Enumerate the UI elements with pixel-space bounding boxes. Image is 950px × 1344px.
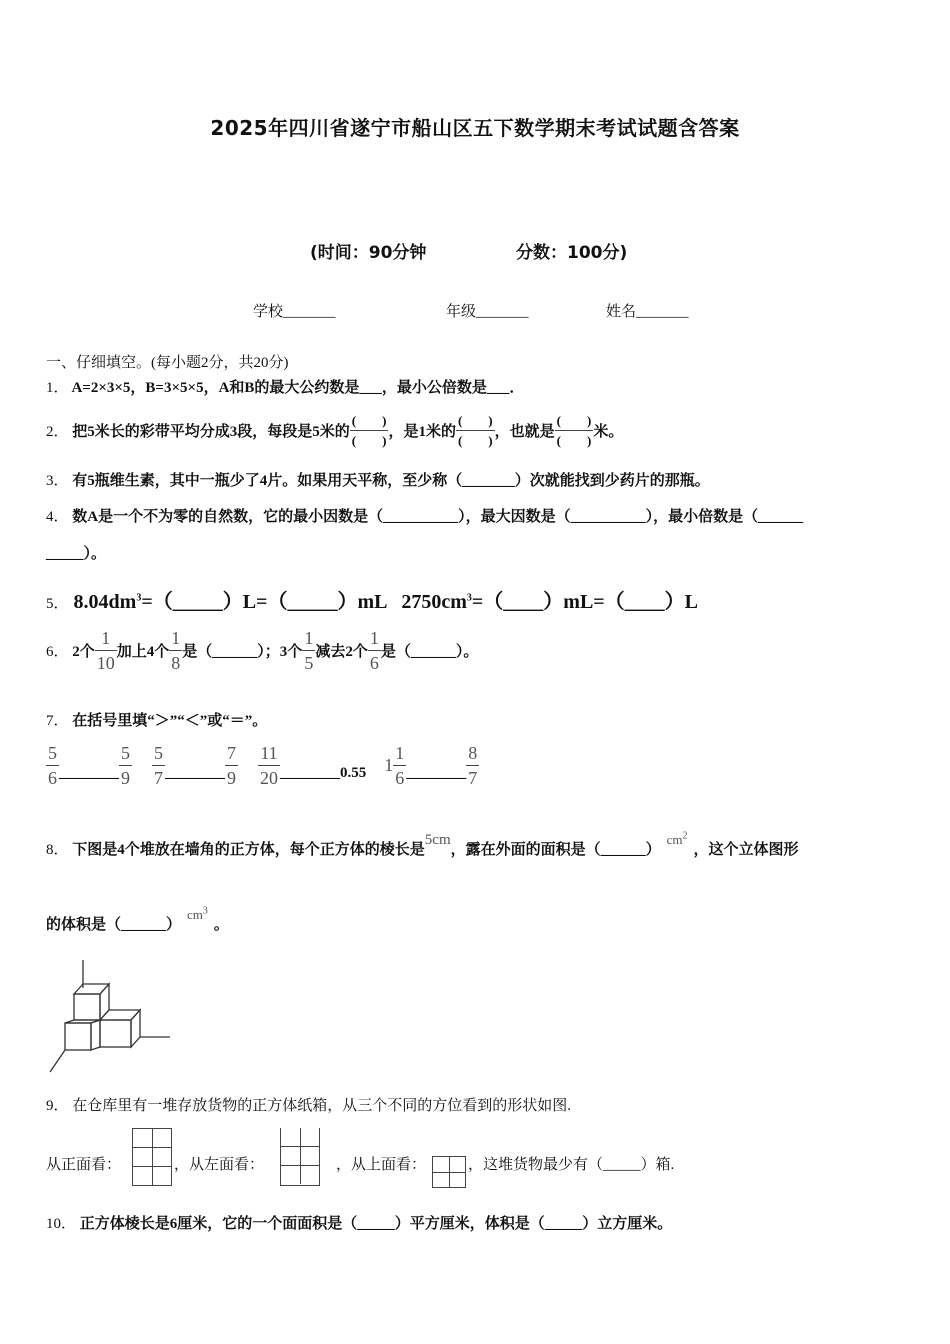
- top-view-figure: [432, 1156, 466, 1188]
- question-8-continued: [46, 905, 229, 934]
- question-text: ，这个立体图形: [693, 842, 799, 858]
- fraction: $\frac{1}{5}$: [304, 627, 314, 673]
- left-view-label: ，从左面看：: [174, 1157, 265, 1173]
- question-text: 有5瓶维生素，其中一瓶少了4片。如果用天平称，至少称（_______）次就能找到少药片的那瓶。: [72, 473, 710, 489]
- question-3: [46, 469, 710, 490]
- fraction: $\frac{7}{9}$: [227, 742, 236, 788]
- question-number: 1．: [46, 380, 69, 396]
- question-text: 8.04dm: [73, 591, 137, 613]
- question-number: 4．: [46, 509, 69, 525]
- question-number: 10．: [46, 1216, 77, 1232]
- whole-number: 1: [384, 754, 394, 775]
- question-number: 6．: [46, 643, 69, 660]
- total-score: 分数：100分): [516, 243, 628, 263]
- question-text: 米。: [593, 423, 624, 440]
- top-view-label: ，从上面看：: [336, 1157, 427, 1173]
- question-text: 在括号里填“＞”“＜”或“＝”。: [72, 713, 268, 729]
- front-view-label: 从正面看：: [46, 1157, 122, 1173]
- unit-label: $cm^3$: [187, 905, 208, 922]
- fraction: $\frac{1}{6}$: [369, 627, 379, 673]
- superscript: 3: [466, 592, 472, 604]
- question-text: A=2×3×5，B=3×5×5，A和B的最大公约数是___，最小公倍数是___．: [71, 380, 525, 396]
- grade-field: 年级_______: [446, 304, 529, 320]
- fraction: $\frac{5}{6}$: [48, 742, 57, 788]
- question-9-ask: ，这堆货物最少有（_____）箱.: [468, 1157, 675, 1173]
- question-text: 加上4个: [116, 643, 170, 660]
- answer-blank[interactable]: ________: [59, 765, 119, 781]
- question-number: 8．: [46, 842, 69, 858]
- question-2: [46, 405, 623, 455]
- question-text: 是（______）。: [380, 643, 479, 660]
- decimal-value: 0.55: [340, 765, 367, 781]
- question-text: 在仓库里有一堆存放货物的正方体纸箱，从三个不同的方位看到的形状如图.: [72, 1098, 572, 1114]
- question-text: 。: [213, 917, 229, 933]
- unit-label: $cm^2$: [666, 830, 688, 847]
- answer-blank[interactable]: ________: [280, 765, 340, 781]
- question-8: [46, 830, 799, 859]
- school-field: 学校_______: [253, 304, 336, 320]
- question-5: [46, 585, 698, 614]
- question-number: 9．: [46, 1098, 69, 1114]
- answer-blank[interactable]: ________: [406, 765, 467, 781]
- fraction: $\frac{5}{7}$: [154, 742, 163, 788]
- page-title: 2025年四川省遂宁市船山区五下数学期末考试试题含答案: [210, 116, 740, 140]
- fraction: $\frac{1}{6}$: [395, 742, 405, 788]
- question-9: [46, 1094, 571, 1115]
- question-text: =（_____）L=（_____）mL 2750cm: [141, 591, 467, 613]
- question-text: ，是1米的: [388, 423, 456, 440]
- question-text: =（____）mL=（____）L: [471, 591, 699, 613]
- question-text: 是（______）；3个: [182, 643, 303, 660]
- blank-fraction: $\frac{( )}{( )}$: [556, 412, 592, 448]
- question-number: 3．: [46, 473, 69, 489]
- question-text: 下图是4个堆放在墙角的正方体，每个正方体的棱长是: [72, 842, 425, 858]
- fraction: $\frac{5}{9}$: [121, 742, 130, 788]
- question-number: 5．: [46, 596, 69, 612]
- section-heading: 一、仔细填空。(每小题2分，共20分): [46, 355, 289, 371]
- blank-fraction: $\frac{( )}{( )}$: [351, 412, 387, 448]
- time-limit: (时间：90分钟: [310, 243, 427, 263]
- question-number: 2．: [46, 423, 69, 440]
- superscript: 3: [136, 592, 142, 604]
- answer-blank[interactable]: ________: [165, 765, 225, 781]
- unit-label: 5cm: [424, 832, 451, 848]
- question-text: ，露在外面的面积是（______）: [450, 842, 661, 858]
- question-text: ，也就是: [494, 423, 555, 440]
- question-10: [46, 1212, 672, 1233]
- question-4-continued: _____）。: [46, 546, 107, 562]
- question-number: 7．: [46, 713, 69, 729]
- question-text: 减去2个: [315, 643, 368, 660]
- fraction: $\frac{8}{7}$: [468, 742, 478, 788]
- question-text: 的体积是（______）: [46, 917, 182, 933]
- question-7: [46, 709, 267, 730]
- comparison-row: [46, 740, 479, 790]
- name-field: 姓名_______: [606, 304, 689, 320]
- question-text: 2个: [72, 643, 95, 660]
- question-1: [46, 376, 524, 397]
- blank-fraction: $\frac{( )}{( )}$: [457, 412, 493, 448]
- front-view-figure: [132, 1128, 172, 1186]
- question-text: 数A是一个不为零的自然数，它的最小因数是（__________），最大因数是（__________），最小倍数是（______: [72, 509, 804, 525]
- fraction: $\frac{11}{20}$: [260, 742, 278, 788]
- left-view-figure: [280, 1128, 320, 1186]
- question-6: [46, 625, 478, 675]
- question-text: 把5米长的彩带平均分成3段，每段是5米的: [72, 423, 350, 440]
- fraction: $\frac{1}{8}$: [171, 627, 181, 673]
- cube-stack-figure: [46, 958, 176, 1076]
- question-text: 正方体棱长是6厘米，它的一个面面积是（_____）平方厘米，体积是（_____）立方厘米。: [79, 1216, 673, 1232]
- fraction: $\frac{1}{10}$: [96, 627, 115, 673]
- question-4: [46, 505, 803, 526]
